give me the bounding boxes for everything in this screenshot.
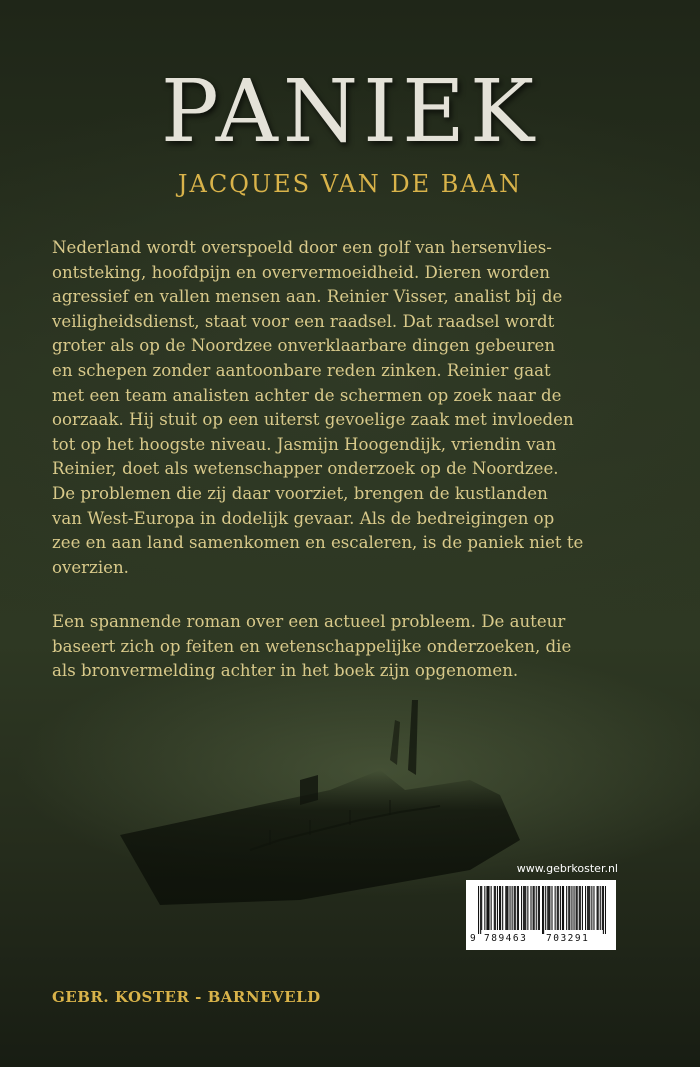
barcode-bar <box>518 886 519 930</box>
barcode-bar <box>548 886 549 930</box>
barcode-bar <box>495 886 496 930</box>
barcode-bar <box>478 886 479 934</box>
barcode-bar <box>598 886 599 930</box>
barcode-bar <box>527 886 528 930</box>
barcode-bar <box>580 886 581 930</box>
barcode-bar <box>538 886 539 930</box>
barcode-bar <box>603 886 604 934</box>
blurb-line: ontsteking, hoofdpijn en oververmoeidheid. Dieren worden <box>52 262 550 282</box>
barcode-bar <box>506 886 507 930</box>
barcode-bar <box>577 886 578 930</box>
blurb-line: baseert zich op feiten en wetenschappelijke onderzoeken, die <box>52 636 572 656</box>
barcode-bar <box>585 886 586 930</box>
barcode-bar <box>589 886 590 930</box>
blurb-line: groter als op de Noordzee onverklaarbare dingen gebeuren <box>52 336 556 356</box>
barcode-bar <box>480 886 481 934</box>
barcode-bar <box>525 886 526 930</box>
blurb-line: Nederland wordt overspoeld door een golf van hersenvlies- <box>52 238 552 257</box>
blurb-line: tot op het hoogste niveau. Jasmijn Hoogendijk, vriendin van <box>52 434 557 454</box>
publisher-name: GEBR. KOSTER - BARNEVELD <box>52 988 321 1006</box>
blurb-line: De problemen die zij daar voorziet, brengen de kustlanden <box>52 483 548 503</box>
barcode-bar <box>534 886 535 930</box>
barcode-bar <box>515 886 516 930</box>
barcode-bar <box>486 886 487 930</box>
barcode-bar <box>487 886 488 930</box>
blurb-line: zee en aan land samenkomen en escaleren, is de paniek niet te <box>52 533 584 553</box>
barcode-bars <box>478 886 606 934</box>
blurb-line: met een team analisten achter de schermen op zoek naar de <box>52 385 562 405</box>
barcode-bar <box>512 886 513 930</box>
barcode-bar <box>582 886 583 930</box>
barcode-bar <box>500 886 501 930</box>
barcode-bar <box>497 886 498 930</box>
publisher-website: www.gebrkoster.nl <box>516 862 618 875</box>
barcode-first-digit: 9 <box>470 933 476 944</box>
blurb-line: veiligheidsdienst, staat voor een raadsel. Dat raadsel wordt <box>52 311 555 331</box>
barcode-bar <box>543 886 544 934</box>
barcode-bar <box>558 886 559 930</box>
barcode-bar <box>563 886 564 930</box>
barcode-bar <box>593 886 594 930</box>
barcode-bar <box>571 886 572 930</box>
barcode-bar <box>530 886 531 930</box>
barcode-bar <box>549 886 550 930</box>
barcode-bar <box>539 886 540 930</box>
barcode-bar <box>507 886 508 930</box>
book-title: PANIEK <box>160 62 540 162</box>
barcode-right-group: 703291 <box>546 933 590 944</box>
blurb-line: als bronvermelding achter in het boek zijn opgenomen. <box>52 661 519 681</box>
blurb-paragraph-1 <box>52 236 672 580</box>
barcode-bar <box>600 886 601 930</box>
book-author: JACQUES VAN DE BAAN <box>177 170 523 198</box>
barcode-bar <box>576 886 577 930</box>
barcode-bar <box>587 886 588 930</box>
isbn-barcode <box>466 880 616 950</box>
blurb-line: van West-Europa in dodelijk gevaar. Als de bedreigingen op <box>52 508 555 528</box>
barcode-bar <box>484 886 485 930</box>
barcode-bar <box>566 886 567 930</box>
barcode-bar <box>542 886 543 934</box>
barcode-bar <box>591 886 592 930</box>
barcode-bar <box>569 886 570 930</box>
barcode-bar <box>597 886 598 930</box>
blurb-line: agressief en vallen mensen aan. Reinier Visser, analist bij de <box>52 287 563 307</box>
barcode-left-group: 789463 <box>484 933 528 944</box>
barcode-bar <box>547 886 548 930</box>
barcode-digits <box>470 933 616 947</box>
barcode-bar <box>536 886 537 930</box>
barcode-bar <box>524 886 525 930</box>
barcode-bar <box>481 886 482 930</box>
barcode-bar <box>505 886 506 930</box>
barcode-bar <box>568 886 569 930</box>
barcode-bar <box>579 886 580 930</box>
barcode-bar <box>509 886 510 930</box>
barcode-bar <box>502 886 503 930</box>
barcode-bar <box>562 886 563 930</box>
barcode-bar <box>551 886 552 930</box>
barcode-bar <box>514 886 515 930</box>
barcode-bar <box>499 886 500 930</box>
barcode-bar <box>602 886 603 930</box>
blurb-paragraph-2 <box>52 610 672 684</box>
barcode-bar <box>555 886 556 930</box>
barcode-bar <box>545 886 546 930</box>
barcode-bar <box>491 886 492 930</box>
barcode-bar <box>523 886 524 930</box>
barcode-bar <box>494 886 495 930</box>
blurb-line: Reinier, doet als wetenschapper onderzoek op de Noordzee. <box>52 459 559 479</box>
blurb-line: Een spannende roman over een actueel probleem. De auteur <box>52 612 566 631</box>
barcode-bar <box>605 886 606 934</box>
barcode-bar <box>588 886 589 930</box>
barcode-bar <box>573 886 574 930</box>
blurb-line: overzien. <box>52 557 129 577</box>
blurb-line: oorzaak. Hij stuit op een uiterst gevoelige zaak met invloeden <box>52 410 574 430</box>
blurb-line: en schepen zonder aantoonbare reden zinken. Reinier gaat <box>52 360 551 380</box>
barcode-bar <box>557 886 558 930</box>
barcode-bar <box>560 886 561 930</box>
barcode-bar <box>533 886 534 930</box>
barcode-bar <box>517 886 518 930</box>
barcode-bar <box>521 886 522 930</box>
barcode-bar <box>488 886 489 930</box>
